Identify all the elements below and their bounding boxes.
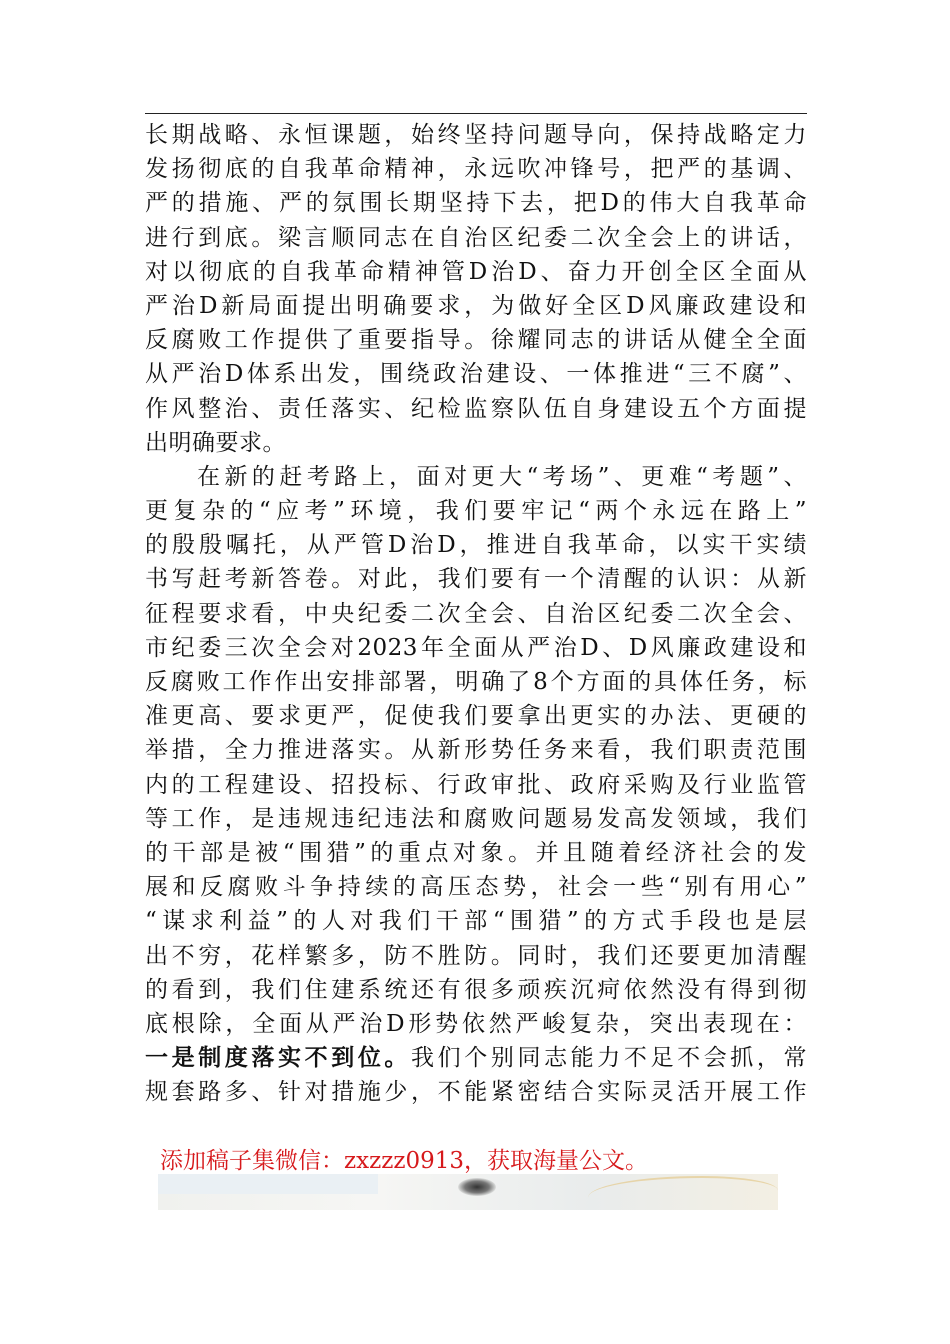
text-line: 规套路多、针对措施少，不能紧密结合实际灵活开展工作 [145,1079,807,1106]
image-curve [588,1176,778,1210]
text-line: 市纪委三次全会对2023年全面从严治D、D风廉政建设和 [145,634,807,661]
text-line: 从严治D体系出发，围绕政治建设、一体推进“三不腐”、 [145,361,807,388]
text-line: “谋求利益”的人对我们干部“围猎”的方式手段也是层 [145,908,807,935]
text-line: 等工作，是违规违纪违法和腐败问题易发高发领域，我们 [145,805,807,832]
text-line: 发扬彻底的自我革命精神，永远吹冲锋号，把严的基调、 [145,156,807,183]
header-rule [145,113,807,114]
text-line: 更复杂的“应考”环境，我们要牢记“两个永远在路上” [145,498,807,525]
document-body [145,118,807,1109]
text-line: 书写赶考新答卷。对此，我们要有一个清醒的认识：从新 [145,566,807,593]
text-line: 举措，全力推进落实。从新形势任务来看，我们职责范围 [145,737,807,764]
text-line: 内的工程建设、招投标、行政审批、政府采购及行业监管 [145,771,807,798]
text-line: 的殷殷嘱托，从严管D治D，推进自我革命，以实干实绩 [145,532,807,559]
image-blot [458,1178,496,1196]
text-line: 反腐败工作提供了重要指导。徐耀同志的讲话从健全全面 [145,327,807,354]
text-line: 准更高、要求更严，促使我们要拿出更实的办法、更硬的 [145,703,807,730]
cropped-image [158,1174,778,1210]
text-line: 对以彻底的自我革命精神管D治D、奋力开创全区全面从 [145,258,807,285]
watermark-text: 添加稿子集微信：zxzzz0913，获取海量公文。 [160,1148,648,1174]
text-line: 出不穷，花样繁多，防不胜防。同时，我们还要更加清醒 [145,942,807,969]
paragraph-start-line: 在新的赶考路上，面对更大“考场”、更难“考题”、 [197,463,807,490]
text-line: 严治D新局面提出明确要求，为做好全区D风廉政建设和 [145,292,807,319]
text-line: 底根除，全面从严治D形势依然严峻复杂，突出表现在： [145,1010,807,1037]
text-line: 进行到底。梁言顺同志在自治区纪委二次全会上的讲话， [145,224,807,251]
text-line: 反腐败工作作出安排部署，明确了8个方面的具体任务，标 [145,669,807,695]
text-line: 展和反腐败斗争持续的高压态势，社会一些“别有用心” [145,874,807,901]
text-line: 出明确要求。 [145,429,286,456]
text-line: 的看到，我们住建系统还有很多顽疾沉疴依然没有得到彻 [145,976,807,1003]
bold-lead-line [145,1041,807,1075]
text-line: 作风整治、责任落实、纪检监察队伍自身建设五个方面提 [145,395,807,422]
text-span: 我们个别同志能力不足不会抓，常 [411,1045,808,1072]
text-line: 征程要求看，中央纪委二次全会、自治区纪委二次全会、 [145,600,807,627]
image-band [158,1174,378,1194]
bold-heading: 一是制度落实不到位。 [145,1044,412,1072]
text-line: 长期战略、永恒课题，始终坚持问题导向，保持战略定力 [145,122,807,148]
text-line: 严的措施、严的氛围长期坚持下去，把D的伟大自我革命 [145,190,807,217]
text-line: 的干部是被“围猎”的重点对象。并且随着经济社会的发 [145,839,807,866]
